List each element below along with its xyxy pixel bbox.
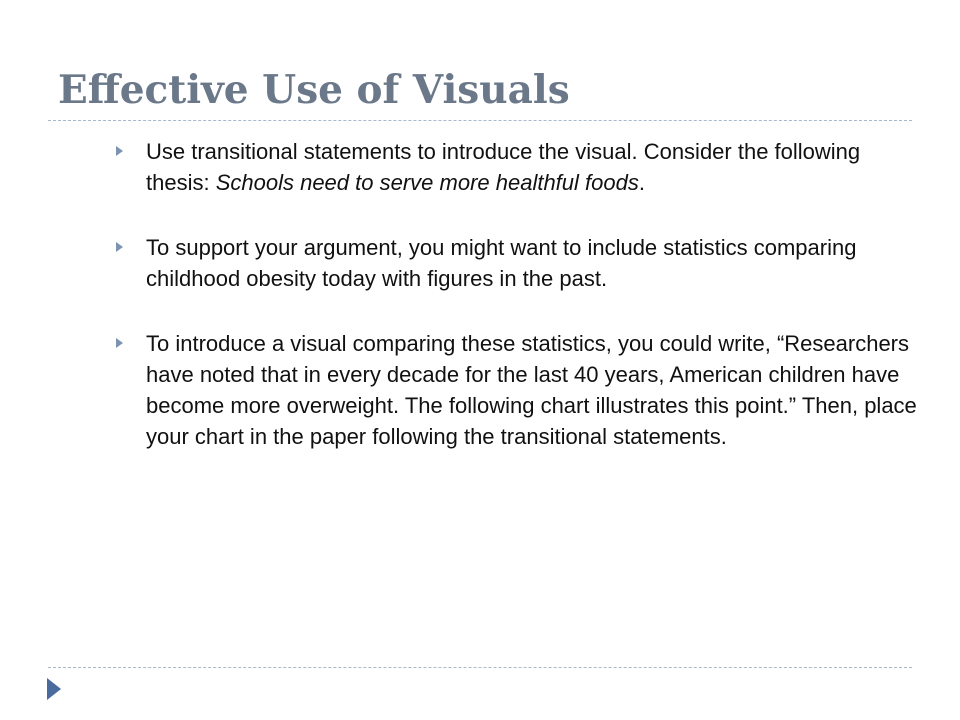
- triangle-right-icon: [47, 678, 61, 700]
- bullet-text: To support your argument, you might want to include statistics comparing childhood obesity today with figures in the past.: [146, 235, 857, 291]
- bullet-item: [112, 328, 922, 452]
- bullet-item: [112, 136, 922, 198]
- bullet-list: [112, 136, 922, 486]
- triangle-right-icon: [116, 146, 123, 156]
- bullet-text: Use transitional statements to introduce the visual. Consider the following thesis:: [146, 139, 861, 195]
- title-divider: [48, 120, 912, 121]
- bullet-suffix: .: [638, 170, 645, 195]
- footer-divider: [48, 667, 912, 668]
- triangle-right-icon: [116, 242, 123, 252]
- triangle-right-icon: [116, 338, 123, 348]
- thesis-text: Schools need to serve more healthful foods: [215, 170, 639, 195]
- slide-title: Effective Use of Visuals: [58, 67, 570, 113]
- bullet-text: To introduce a visual comparing these statistics, you could write, “Researchers have noted that in every decade for the last 40 years, American children have become more overweight. The following chart illustrates this point.” Then, place your chart in the paper following the transitional statements.: [146, 331, 917, 449]
- bullet-item: [112, 232, 922, 294]
